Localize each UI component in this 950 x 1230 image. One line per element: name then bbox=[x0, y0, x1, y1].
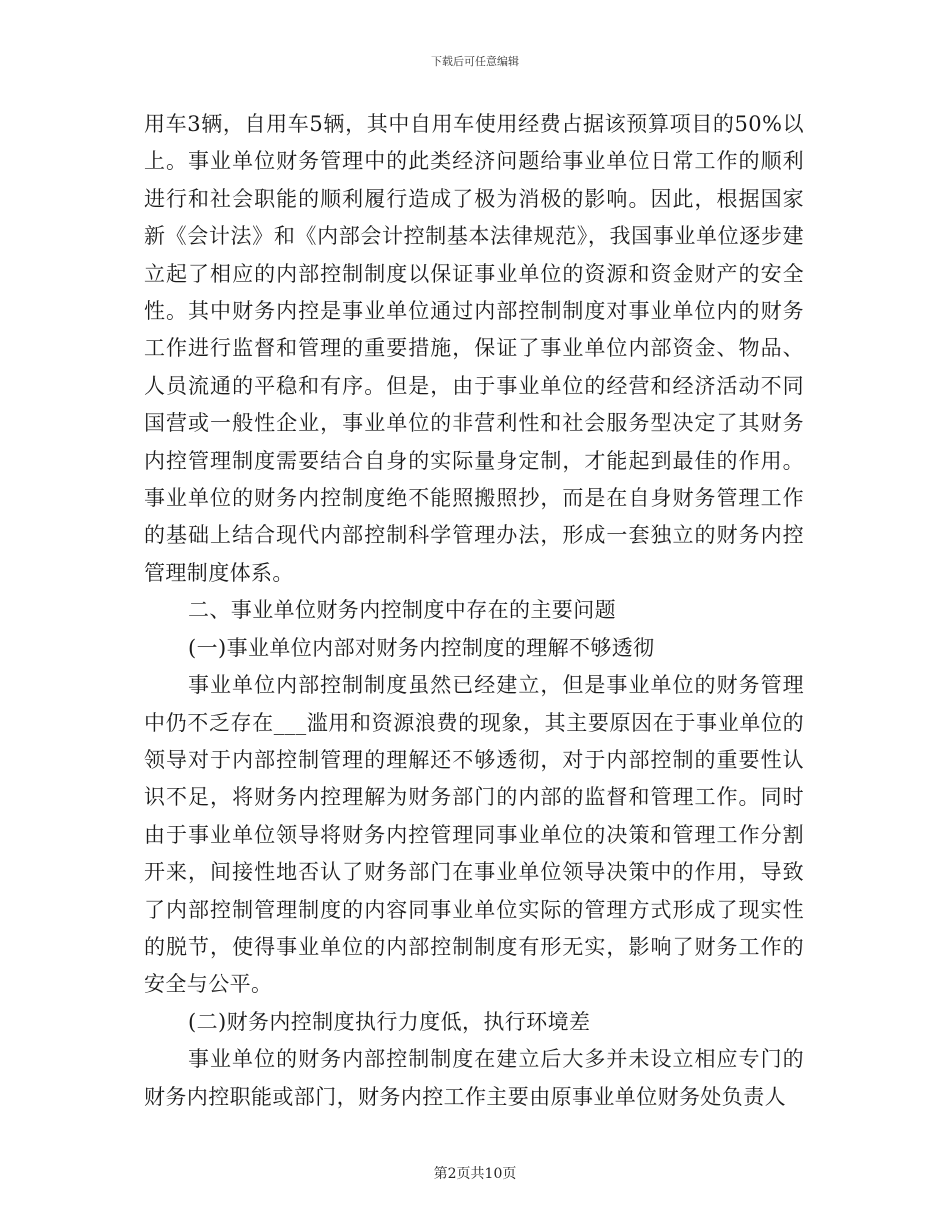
section-heading-2: 二、事业单位财务内控制度中存在的主要问题 bbox=[188, 598, 616, 623]
subsection-heading-2-2: (二)财务内控制度执行力度低，执行环境差 bbox=[188, 1009, 591, 1034]
document-body bbox=[144, 106, 804, 1116]
paragraph-execution: 事业单位的财务内部控制制度在建立后大多并未设立相应专门的财务内控职能或部门，财务内控工作主要由原事业单位财务处负责人 bbox=[144, 1047, 804, 1109]
subsection-heading-2-1: (一)事业单位内部对财务内控制度的理解不够透彻 bbox=[188, 635, 655, 660]
paragraph-understanding: 事业单位内部控制制度虽然已经建立，但是事业单位的财务管理中仍不乏存在___滥用和资源浪费的现象，其主要原因在于事业单位的领导对于内部控制管理的理解还不够透彻，对于内部控制的重要性认识不足，将财务内控理解为财务部门的内部的监督和管理工作。同时由于事业单位领导将财务内控管理同事业单位的决策和管理工作分割开来，间接性地否认了财务部门在事业单位领导决策中的作用，导致了内部控制管理制度的内容同事业单位实际的管理方式形成了现实性的脱节，使得事业单位的内部控制制度有形无实，影响了财务工作的安全与公平。 bbox=[144, 673, 804, 997]
page-header-note: 下载后可任意编辑 bbox=[431, 55, 519, 68]
page-number-footer: 第2页共10页 bbox=[433, 1166, 517, 1182]
paragraph-intro-continued: 用车3辆，自用车5辆，其中自用车使用经费占据该预算项目的50%以上。事业单位财务管理中的此类经济问题给事业单位日常工作的顺利进行和社会职能的顺利履行造成了极为消极的影响。因此，根据国家新《会计法》和《内部会计控制基本法律规范》，我国事业单位逐步建立起了相应的内部控制制度以保证事业单位的资源和资金财产的安全性。其中财务内控是事业单位通过内部控制制度对事业单位内的财务工作进行监督和管理的重要措施，保证了事业单位内部资金、物品、人员流通的平稳和有序。但是，由于事业单位的经营和经济活动不同国营或一般性企业，事业单位的非营利性和社会服务型决定了其财务内控管理制度需要结合自身的实际量身定制，才能起到最佳的作用。事业单位的财务内控制度绝不能照搬照抄，而是在自身财务管理工作的基础上结合现代内部控制科学管理办法，形成一套独立的财务内控管理制度体系。 bbox=[144, 112, 804, 585]
